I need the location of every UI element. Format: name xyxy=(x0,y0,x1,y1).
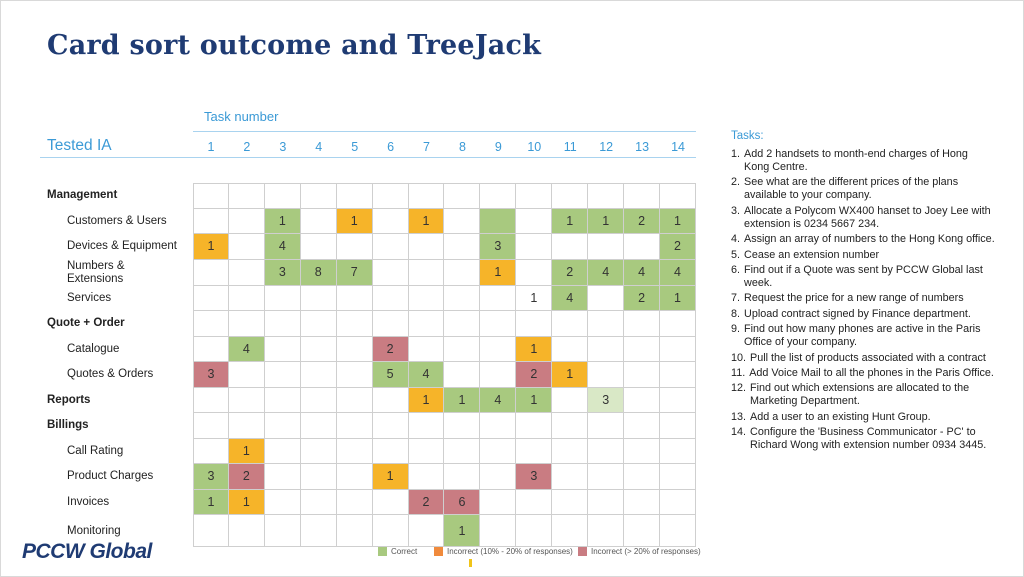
grid-cell xyxy=(624,515,660,547)
grid-cell: 7 xyxy=(337,260,373,286)
grid-cell xyxy=(373,388,409,414)
task-column-header-10: 10 xyxy=(527,140,542,154)
grid-cell xyxy=(373,515,409,547)
grid-cell xyxy=(480,515,516,547)
grid-cell xyxy=(265,362,301,388)
grid-cell: 3 xyxy=(193,362,229,388)
grid-cell xyxy=(552,464,588,490)
grid-cell xyxy=(444,362,480,388)
grid-cell xyxy=(660,413,696,439)
grid-cell xyxy=(409,183,445,209)
grid-cell xyxy=(265,286,301,312)
grid-cell xyxy=(588,183,624,209)
grid-cell xyxy=(444,183,480,209)
grid-cell: 4 xyxy=(229,337,265,363)
grid-cell xyxy=(193,311,229,337)
task-text: Request the price for a new range of numbers xyxy=(744,292,964,305)
grid-cell xyxy=(373,490,409,516)
grid-cell xyxy=(660,439,696,465)
grid-cell xyxy=(229,413,265,439)
category-label-7: Quotes & Orders xyxy=(67,368,154,381)
tasks-heading: Tasks: xyxy=(731,130,764,142)
grid-cell: 1 xyxy=(409,209,445,235)
grid-cell: 2 xyxy=(552,260,588,286)
grid-cell xyxy=(301,209,337,235)
cursor-marker xyxy=(469,559,472,567)
grid-cell: 2 xyxy=(373,337,409,363)
grid-cell xyxy=(516,515,552,547)
grid-cell xyxy=(373,209,409,235)
task-column-header-6: 6 xyxy=(387,140,395,154)
grid-cell: 2 xyxy=(624,286,660,312)
grid-cell xyxy=(373,413,409,439)
task-column-header-3: 3 xyxy=(279,140,287,154)
grid-cell xyxy=(409,286,445,312)
grid-cell: 1 xyxy=(660,286,696,312)
results-grid xyxy=(193,183,696,537)
grid-cell xyxy=(516,234,552,260)
grid-cell xyxy=(193,209,229,235)
task-item xyxy=(731,176,996,202)
grid-cell xyxy=(409,515,445,547)
task-number: 3. xyxy=(731,204,741,217)
grid-cell xyxy=(624,490,660,516)
grid-cell xyxy=(373,311,409,337)
grid-cell xyxy=(480,464,516,490)
legend-label: Incorrect (10% - 20% of responses) xyxy=(447,547,573,556)
task-item xyxy=(731,308,996,321)
category-label-10: Call Rating xyxy=(67,444,124,457)
grid-cell xyxy=(552,388,588,414)
grid-cell xyxy=(624,234,660,260)
grid-cell xyxy=(444,311,480,337)
task-number: 13. xyxy=(731,410,747,423)
task-item xyxy=(731,323,996,349)
task-text: Find out if a Quote was sent by PCCW Global last week. xyxy=(744,263,983,289)
grid-cell xyxy=(588,439,624,465)
grid-cell: 4 xyxy=(660,260,696,286)
grid-cell xyxy=(229,515,265,547)
task-item xyxy=(731,426,996,452)
grid-cell xyxy=(624,311,660,337)
grid-cell xyxy=(373,183,409,209)
grid-cell xyxy=(660,362,696,388)
category-label-11: Product Charges xyxy=(67,470,154,483)
grid-cell: 4 xyxy=(409,362,445,388)
task-text: Add Voice Mail to all the phones in the Paris Office. xyxy=(749,366,994,379)
grid-cell xyxy=(265,490,301,516)
grid-cell xyxy=(193,439,229,465)
task-column-header-5: 5 xyxy=(351,140,359,154)
grid-cell xyxy=(624,362,660,388)
grid-cell: 2 xyxy=(660,234,696,260)
legend-swatch xyxy=(378,547,387,556)
task-item xyxy=(731,292,996,305)
legend-swatch xyxy=(434,547,443,556)
section-label-9: Billings xyxy=(47,419,89,432)
task-number: 10. xyxy=(731,351,747,364)
grid-cell: 5 xyxy=(373,362,409,388)
tasks-list xyxy=(731,148,996,454)
grid-cell xyxy=(660,388,696,414)
grid-cell xyxy=(337,183,373,209)
grid-cell xyxy=(409,337,445,363)
grid-cell xyxy=(552,234,588,260)
section-label-5: Quote + Order xyxy=(47,317,125,330)
task-column-header-11: 11 xyxy=(563,140,577,154)
grid-cell: 4 xyxy=(480,388,516,414)
grid-cell: 1 xyxy=(552,209,588,235)
grid-cell xyxy=(516,260,552,286)
grid-cell xyxy=(229,234,265,260)
grid-cell xyxy=(624,439,660,465)
grid-cell xyxy=(193,413,229,439)
grid-cell xyxy=(409,311,445,337)
grid-cell xyxy=(265,464,301,490)
task-item xyxy=(731,148,996,174)
grid-cell xyxy=(301,515,337,547)
task-number: 1. xyxy=(731,148,741,160)
grid-cell xyxy=(301,286,337,312)
grid-cell xyxy=(588,337,624,363)
task-number: 11. xyxy=(731,366,746,379)
grid-cell xyxy=(301,362,337,388)
grid-cell xyxy=(301,337,337,363)
task-column-header-7: 7 xyxy=(423,140,430,154)
grid-cell: 1 xyxy=(516,337,552,363)
grid-cell xyxy=(480,413,516,439)
grid-cell xyxy=(193,337,229,363)
grid-cell xyxy=(409,464,445,490)
grid-cell xyxy=(301,183,337,209)
grid-cell xyxy=(588,286,624,312)
category-label-13: Monitoring xyxy=(67,524,121,537)
grid-cell xyxy=(624,388,660,414)
grid-cell xyxy=(624,464,660,490)
legend-item xyxy=(378,547,417,556)
task-text: Assign an array of numbers to the Hong Kong office. xyxy=(744,233,995,246)
grid-cell xyxy=(409,234,445,260)
grid-cell: 8 xyxy=(301,260,337,286)
task-number: 12. xyxy=(731,382,747,395)
task-item xyxy=(731,352,996,365)
grid-cell xyxy=(444,260,480,286)
grid-cell xyxy=(337,439,373,465)
task-text: Cease an extension number xyxy=(744,248,880,261)
grid-cell: 1 xyxy=(660,209,696,235)
task-column-header-9: 9 xyxy=(494,140,502,154)
grid-cell xyxy=(229,388,265,414)
grid-cell xyxy=(552,439,588,465)
task-number: 6. xyxy=(731,263,741,276)
grid-cell: 1 xyxy=(516,388,552,414)
grid-cell: 2 xyxy=(409,490,445,516)
grid-cell xyxy=(337,464,373,490)
grid-cell xyxy=(301,311,337,337)
grid-cell xyxy=(265,388,301,414)
grid-cell xyxy=(660,515,696,547)
grid-cell xyxy=(193,388,229,414)
grid-cell xyxy=(301,490,337,516)
grid-cell xyxy=(265,515,301,547)
grid-cell xyxy=(373,260,409,286)
grid-cell: 1 xyxy=(193,490,229,516)
grid-cell: 1 xyxy=(373,464,409,490)
grid-cell: 3 xyxy=(193,464,229,490)
grid-cell xyxy=(265,413,301,439)
grid-cell: 3 xyxy=(588,388,624,414)
task-column-header-2: 2 xyxy=(243,140,251,154)
grid-cell xyxy=(265,311,301,337)
task-item xyxy=(731,367,996,380)
grid-cell xyxy=(373,439,409,465)
task-item xyxy=(731,233,996,246)
grid-cell xyxy=(229,311,265,337)
pccw-global-logo: PCCW Global xyxy=(22,540,152,563)
grid-cell xyxy=(660,183,696,209)
grid-cell xyxy=(480,362,516,388)
task-column-header-13: 13 xyxy=(635,140,650,154)
grid-cell xyxy=(444,464,480,490)
grid-cell: 1 xyxy=(265,209,301,235)
grid-cell xyxy=(480,439,516,465)
task-item xyxy=(731,382,996,408)
grid-cell xyxy=(265,183,301,209)
grid-cell: 4 xyxy=(624,260,660,286)
grid-cell xyxy=(516,311,552,337)
task-column-header-4: 4 xyxy=(315,140,323,154)
grid-cell xyxy=(229,260,265,286)
grid-cell xyxy=(552,337,588,363)
task-item xyxy=(731,411,996,424)
grid-cell xyxy=(373,234,409,260)
grid-cell xyxy=(301,413,337,439)
grid-cell xyxy=(444,439,480,465)
grid-cell xyxy=(516,183,552,209)
task-number: 9. xyxy=(731,323,741,336)
grid-cell xyxy=(444,337,480,363)
grid-cell xyxy=(373,286,409,312)
grid-cell: 3 xyxy=(265,260,301,286)
task-text: Pull the list of products associated with a contract xyxy=(750,351,986,364)
legend-label: Correct xyxy=(391,547,418,556)
grid-cell: 4 xyxy=(265,234,301,260)
legend-item xyxy=(434,547,573,556)
grid-cell xyxy=(337,490,373,516)
grid-cell xyxy=(301,388,337,414)
task-text: Find out which extensions are allocated to the Marketing Department. xyxy=(750,382,970,408)
grid-cell xyxy=(337,234,373,260)
grid-cell xyxy=(624,413,660,439)
category-label-3: Numbers & Extensions xyxy=(67,259,125,285)
grid-cell xyxy=(552,311,588,337)
grid-cell xyxy=(480,311,516,337)
grid-cell: 2 xyxy=(516,362,552,388)
grid-cell xyxy=(337,311,373,337)
grid-cell: 2 xyxy=(229,464,265,490)
grid-cell xyxy=(480,286,516,312)
grid-cell: 1 xyxy=(516,286,552,312)
slide-title: Card sort outcome and TreeJack xyxy=(47,30,542,61)
grid-cell xyxy=(588,464,624,490)
task-item xyxy=(731,205,996,231)
grid-cell xyxy=(660,311,696,337)
grid-cell: 1 xyxy=(588,209,624,235)
category-label-6: Catalogue xyxy=(67,342,120,355)
grid-cell xyxy=(229,183,265,209)
grid-cell xyxy=(588,234,624,260)
grid-cell xyxy=(229,209,265,235)
grid-cell: 1 xyxy=(229,439,265,465)
tested-ia-label: Tested IA xyxy=(47,137,112,154)
grid-cell xyxy=(301,439,337,465)
grid-cell: 1 xyxy=(193,234,229,260)
grid-cell xyxy=(193,286,229,312)
grid-cell xyxy=(265,439,301,465)
grid-cell xyxy=(516,413,552,439)
task-item xyxy=(731,249,996,262)
task-column-header-14: 14 xyxy=(671,140,685,154)
grid-cell xyxy=(516,490,552,516)
grid-cell xyxy=(588,413,624,439)
grid-cell: 4 xyxy=(552,286,588,312)
grid-cell: 4 xyxy=(588,260,624,286)
grid-cell xyxy=(337,515,373,547)
task-number: 4. xyxy=(731,233,741,246)
grid-cell: 6 xyxy=(444,490,480,516)
grid-cell xyxy=(588,515,624,547)
grid-cell xyxy=(660,490,696,516)
grid-cell xyxy=(660,337,696,363)
task-text: Upload contract signed by Finance department. xyxy=(744,307,971,320)
task-column-header-12: 12 xyxy=(599,140,614,154)
grid-cell: 1 xyxy=(444,388,480,414)
grid-cell xyxy=(480,209,516,235)
grid-cell xyxy=(337,413,373,439)
task-text: Find out how many phones are active in the Paris Office of your company. xyxy=(744,323,981,349)
grid-cell xyxy=(588,490,624,516)
grid-cell xyxy=(229,286,265,312)
grid-cell xyxy=(660,464,696,490)
grid-cell xyxy=(337,337,373,363)
grid-cell: 3 xyxy=(516,464,552,490)
grid-cell xyxy=(409,439,445,465)
grid-cell xyxy=(444,286,480,312)
grid-cell xyxy=(193,260,229,286)
grid-cell xyxy=(480,490,516,516)
task-text: Configure the 'Business Communicator - PC' to Richard Wong with extension number 0934 3445. xyxy=(750,426,987,452)
grid-cell: 2 xyxy=(624,209,660,235)
grid-cell xyxy=(588,362,624,388)
grid-cell xyxy=(444,234,480,260)
grid-cell: 1 xyxy=(444,515,480,547)
grid-cell xyxy=(301,234,337,260)
category-label-2: Devices & Equipment xyxy=(67,240,177,253)
grid-cell xyxy=(624,183,660,209)
grid-cell xyxy=(301,464,337,490)
grid-cell xyxy=(337,286,373,312)
grid-cell: 1 xyxy=(552,362,588,388)
grid-cell xyxy=(265,337,301,363)
task-column-header-1: 1 xyxy=(207,140,215,154)
grid-cell xyxy=(193,515,229,547)
category-label-4: Services xyxy=(67,291,112,304)
task-item xyxy=(731,264,996,290)
category-label-12: Invoices xyxy=(67,495,110,508)
grid-cell xyxy=(480,183,516,209)
grid-cell xyxy=(444,413,480,439)
grid-cell xyxy=(624,337,660,363)
grid-cell: 3 xyxy=(480,234,516,260)
grid-cell xyxy=(516,209,552,235)
section-label-0: Management xyxy=(47,189,118,202)
task-column-header-8: 8 xyxy=(458,140,466,154)
grid-cell xyxy=(337,362,373,388)
task-number: 7. xyxy=(731,292,741,305)
grid-cell xyxy=(552,515,588,547)
task-text: See what are the different prices of the plans available to your company. xyxy=(744,176,959,202)
grid-cell xyxy=(337,388,373,414)
legend-swatch xyxy=(578,547,587,556)
section-label-8: Reports xyxy=(47,393,91,406)
grid-cell xyxy=(552,490,588,516)
legend-item xyxy=(578,547,701,556)
grid-cell: 1 xyxy=(409,388,445,414)
task-number-rule xyxy=(193,131,696,132)
category-label-1: Customers & Users xyxy=(67,214,167,227)
grid-cell xyxy=(193,183,229,209)
grid-cell xyxy=(552,413,588,439)
grid-cell xyxy=(229,362,265,388)
grid-cell xyxy=(516,439,552,465)
grid-cell: 1 xyxy=(229,490,265,516)
grid-cell xyxy=(409,413,445,439)
grid-cell xyxy=(552,183,588,209)
grid-cell xyxy=(480,337,516,363)
task-number: 5. xyxy=(731,248,741,261)
grid-cell: 1 xyxy=(480,260,516,286)
grid-cell: 1 xyxy=(337,209,373,235)
legend-label: Incorrect (> 20% of responses) xyxy=(591,547,701,556)
header-rule xyxy=(40,157,696,158)
task-number-label: Task number xyxy=(204,109,279,124)
task-number: 14. xyxy=(731,426,747,439)
grid-cell xyxy=(444,209,480,235)
task-text: Add a user to an existing Hunt Group. xyxy=(750,410,931,423)
grid-cell xyxy=(409,260,445,286)
task-number: 2. xyxy=(731,176,741,189)
task-text: Allocate a Polycom WX400 hanset to Joey Lee with extension is 0234 5667 234. xyxy=(744,204,991,230)
grid-cell xyxy=(588,311,624,337)
task-number: 8. xyxy=(731,307,741,320)
task-text: Add 2 handsets to month-end charges of Hong Kong Centre. xyxy=(744,148,968,173)
